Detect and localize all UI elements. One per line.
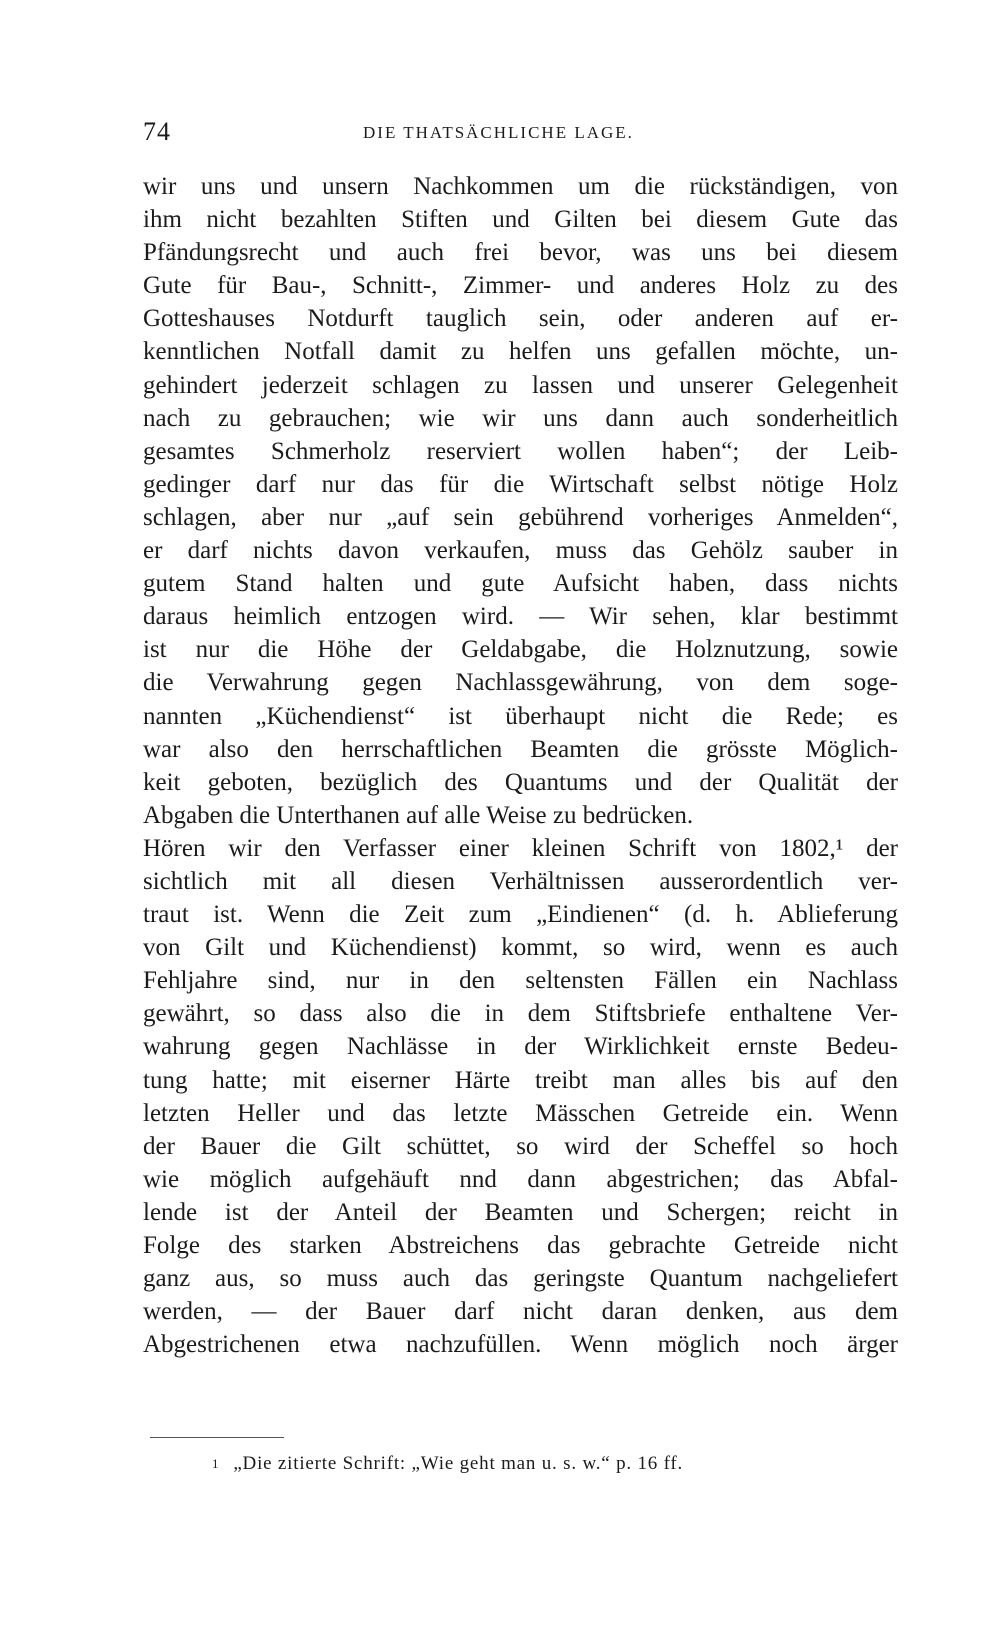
text-line: er darf nichts davon verkaufen, muss das Gehölz sauber in xyxy=(143,537,898,565)
text-line: wir uns und unsern Nachkommen um die rückständigen, von xyxy=(143,173,898,200)
footnote-text: „Die zitierte Schrift: „Wie geht man u. s. w.“ p. 16 ff. xyxy=(233,1453,684,1474)
body-text xyxy=(143,170,898,1361)
text-line: ihm nicht bezahlten Stiften und Gilten bei diesem Gute das xyxy=(143,206,898,234)
text-line: die Verwahrung gegen Nachlassgewährung, von dem soge- xyxy=(143,669,898,697)
text-line: sichtlich mit all diesen Verhältnissen ausserordentlich ver- xyxy=(143,867,898,895)
text-line: gutem Stand halten und gute Aufsicht haben, dass nichts xyxy=(143,570,898,598)
text-line: kenntlichen Notfall damit zu helfen uns gefallen möchte, un- xyxy=(143,338,898,366)
footnote-marker: 1 xyxy=(212,1456,220,1471)
text-line: Folge des starken Abstreichens das gebrachte Getreide nicht xyxy=(143,1232,898,1259)
text-line: letzten Heller und das letzte Mässchen Getreide ein. Wenn xyxy=(143,1099,898,1127)
text-line: Abgestrichenen etwa nachzufüllen. Wenn möglich noch ärger xyxy=(143,1331,898,1359)
text-line: ganz aus, so muss auch das geringste Quantum nachgeliefert xyxy=(143,1265,898,1293)
text-line: gehindert jederzeit schlagen zu lassen und unserer Gelegenheit xyxy=(143,371,898,399)
text-line: ist nur die Höhe der Geldabgabe, die Holznutzung, sowie xyxy=(143,636,898,664)
text-line: traut ist. Wenn die Zeit zum „Eindienen“ (d. h. Ablieferung xyxy=(143,901,898,929)
text-line: der Bauer die Gilt schüttet, so wird der Scheffel so hoch xyxy=(143,1132,898,1160)
text-line: Gotteshauses Notdurft tauglich sein, oder anderen auf er- xyxy=(143,305,898,333)
text-line: daraus heimlich entzogen wird. — Wir sehen, klar bestimmt xyxy=(143,603,898,631)
text-line: gesamtes Schmerholz reserviert wollen haben“; der Leib- xyxy=(143,437,898,465)
footnote-divider xyxy=(150,1437,284,1438)
text-line: Gute für Bau-, Schnitt-, Zimmer- und anderes Holz zu des xyxy=(143,272,898,300)
text-line: nannten „Küchendienst“ ist überhaupt nicht die Rede; es xyxy=(143,702,898,730)
text-line: Hören wir den Verfasser einer kleinen Schrift von 1802,¹ der xyxy=(143,834,898,862)
footnote xyxy=(212,1452,683,1476)
text-line: gedinger darf nur das für die Wirtschaft selbst nötige Holz xyxy=(143,470,898,498)
text-line: war also den herrschaftlichen Beamten die grösste Möglich- xyxy=(143,735,898,763)
page-number: 74 xyxy=(143,117,171,146)
text-line: lende ist der Anteil der Beamten und Schergen; reicht in xyxy=(143,1198,898,1226)
running-head: DIE THATSÄCHLICHE LAGE. xyxy=(363,123,634,142)
text-line: nach zu gebrauchen; wie wir uns dann auch sonderheitlich xyxy=(143,404,898,432)
text-line: Pfändungsrecht und auch frei bevor, was uns bei diesem xyxy=(143,239,898,267)
text-line: Fehljahre sind, nur in den seltensten Fällen ein Nachlass xyxy=(143,967,898,995)
page-header xyxy=(143,118,898,146)
text-line: Abgaben die Unterthanen auf alle Weise zu bedrücken. xyxy=(143,801,694,829)
text-line: gewährt, so dass also die in dem Stiftsbriefe enthaltene Ver- xyxy=(143,1000,898,1028)
text-line: schlagen, aber nur „auf sein gebührend vorheriges Anmelden“, xyxy=(143,503,898,531)
text-line: wie möglich aufgehäuft nnd dann abgestrichen; das Abfal- xyxy=(143,1165,898,1193)
text-line: werden, — der Bauer darf nicht daran denken, aus dem xyxy=(143,1298,898,1326)
text-line: wahrung gegen Nachlässe in der Wirklichkeit ernste Bedeu- xyxy=(143,1033,898,1061)
text-line: tung hatte; mit eiserner Härte treibt man alles bis auf den xyxy=(143,1066,898,1094)
text-line: von Gilt und Küchendienst) kommt, so wird, wenn es auch xyxy=(143,934,898,962)
text-line: keit geboten, bezüglich des Quantums und der Qualität der xyxy=(143,768,898,796)
